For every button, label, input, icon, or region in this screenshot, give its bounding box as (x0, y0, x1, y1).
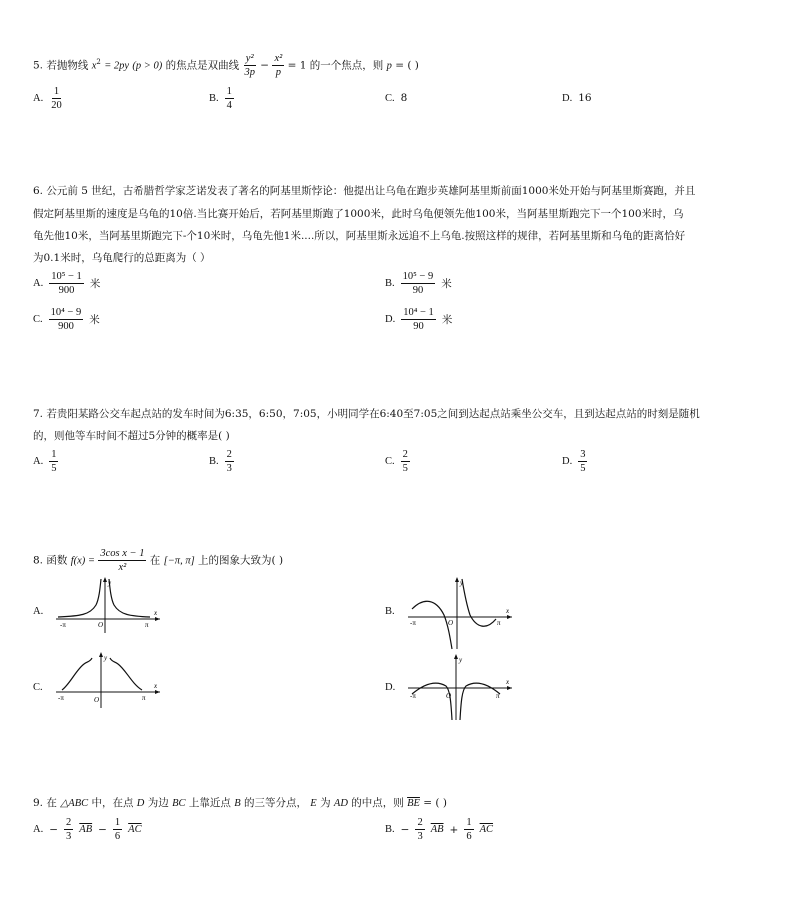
q8-option-d-label[interactable]: D. (385, 682, 396, 693)
svg-text:x: x (506, 607, 510, 615)
q7-line-2: 的，则他等车时间不超过5分钟的概率是( ) (33, 430, 230, 442)
q8-option-a-label[interactable]: A. (33, 606, 44, 617)
q7-option-c[interactable]: C. $\frac{2}{5}$ (385, 449, 408, 475)
q9-stem: 9. 在 △ABC 中，在点 D 为边 BC 上靠近点 B 的三等分点， E 为 AD 的中点，则 $\overline{BE}$ = ( ) (33, 797, 447, 809)
svg-text:-π: -π (410, 692, 416, 700)
q7-option-b[interactable]: B. $\frac{2}{3}$ (209, 449, 232, 475)
q9-option-a[interactable]: A. − $\frac{2}{3}$ $\overline{AB}$ − $\frac{1}{6}$ $\overline{AC}$ (33, 817, 142, 843)
svg-text:π: π (145, 621, 149, 629)
svg-text:O: O (98, 621, 104, 629)
svg-text:π: π (496, 692, 500, 700)
q8-option-c-label[interactable]: C. (33, 682, 43, 693)
q5-option-a[interactable]: A. $\frac{1}{20}$ (33, 86, 62, 112)
svg-text:O: O (94, 696, 100, 704)
svg-text:y: y (108, 579, 112, 587)
q8-graph-d[interactable] (402, 652, 518, 722)
svg-text:x: x (506, 678, 510, 686)
q5-stem: 5. 若抛物线 $x^2 = 2py$ (p > 0) 的焦点是双曲线 $\frac{\text{y²}}{3p}$ − $\frac{\text{x²}}{p}$ = 1 的一个焦点，则 p = ( ) (33, 53, 419, 79)
svg-text:y: y (104, 654, 108, 662)
svg-text:y: y (459, 656, 463, 664)
svg-text:O: O (446, 692, 452, 700)
q7-option-a[interactable]: A. $\frac{1}{5}$ (33, 449, 57, 475)
svg-text:x: x (154, 682, 158, 690)
q8-graph-a[interactable] (50, 575, 166, 635)
q6-option-b[interactable]: B. $\frac{\text{10⁵ − 9}}{90}$ 米 (385, 271, 452, 297)
svg-text:-π: -π (410, 619, 416, 627)
svg-text:π: π (497, 619, 501, 627)
q6-option-c[interactable]: C. $\frac{\text{10⁴ − 9}}{900}$ 米 (33, 307, 100, 333)
q5-hyperbola-frac1: $\frac{\text{y²}}{3p}$ (244, 53, 255, 79)
q5-hyperbola-frac2: $\frac{\text{x²}}{p}$ (274, 53, 283, 79)
q5-option-d[interactable]: D. 16 (562, 92, 592, 104)
q8-graph-b[interactable] (402, 575, 518, 651)
q7-option-d[interactable]: D. $\frac{3}{5}$ (562, 449, 586, 475)
q6-line-3: 龟先他10米，当阿基里斯跑完下-个10米时，乌龟先他1米....所以，阿基里斯永远追不上乌龟.按照这样的规律，若阿基里斯和乌龟的距离恰好 (33, 230, 686, 242)
svg-text:-π: -π (60, 621, 66, 629)
q8-graph-c[interactable] (50, 650, 166, 710)
svg-text:-π: -π (58, 694, 64, 702)
q9-option-b[interactable]: B. − $\frac{2}{3}$ $\overline{AB}$ + $\frac{1}{6}$ $\overline{AC}$ (385, 817, 494, 843)
svg-text:π: π (142, 694, 146, 702)
q8-option-b-label[interactable]: B. (385, 606, 395, 617)
svg-text:y: y (460, 579, 464, 587)
svg-text:O: O (448, 619, 454, 627)
q6-line-1: 6. 公元前 5 世纪，古希腊哲学家芝诺发表了著名的阿基里斯悖论：他提出让乌龟在跑步英雄阿基里斯前面1000米处开始与阿基里斯赛跑，并且 (33, 185, 696, 197)
q8-stem: 8. 函数 f(x) = $\frac{\text{3cos x − 1}}{\text{x²}}$ 在 [−π, π] 上的图象大致为( ) (33, 548, 284, 574)
q6-option-a[interactable]: A. $\frac{\text{10⁵ − 1}}{900}$ 米 (33, 271, 101, 297)
q5-option-c[interactable]: C. 8 (385, 92, 408, 104)
q5-option-b[interactable]: B. $\frac{1}{4}$ (209, 86, 232, 112)
q6-line-2: 假定阿基里斯的速度是乌龟的10倍.当比赛开始后，若阿基里斯跑了1000米，此时乌龟便领先他100米，当阿基里斯跑完下一个100米时，乌 (33, 208, 684, 220)
q7-line-1: 7. 若贵阳某路公交车起点站的发车时间为6:35，6:50，7:05，小明同学在6:40至7:05之间到达起点站乘坐公交车，且到达起点站的时刻是随机 (33, 408, 700, 420)
q6-option-d[interactable]: D. $\frac{\text{10⁴ − 1}}{90}$ 米 (385, 307, 453, 333)
q6-line-4: 为0.1米时，乌龟爬行的总距离为（ ） (33, 252, 211, 264)
svg-text:x: x (154, 609, 158, 617)
